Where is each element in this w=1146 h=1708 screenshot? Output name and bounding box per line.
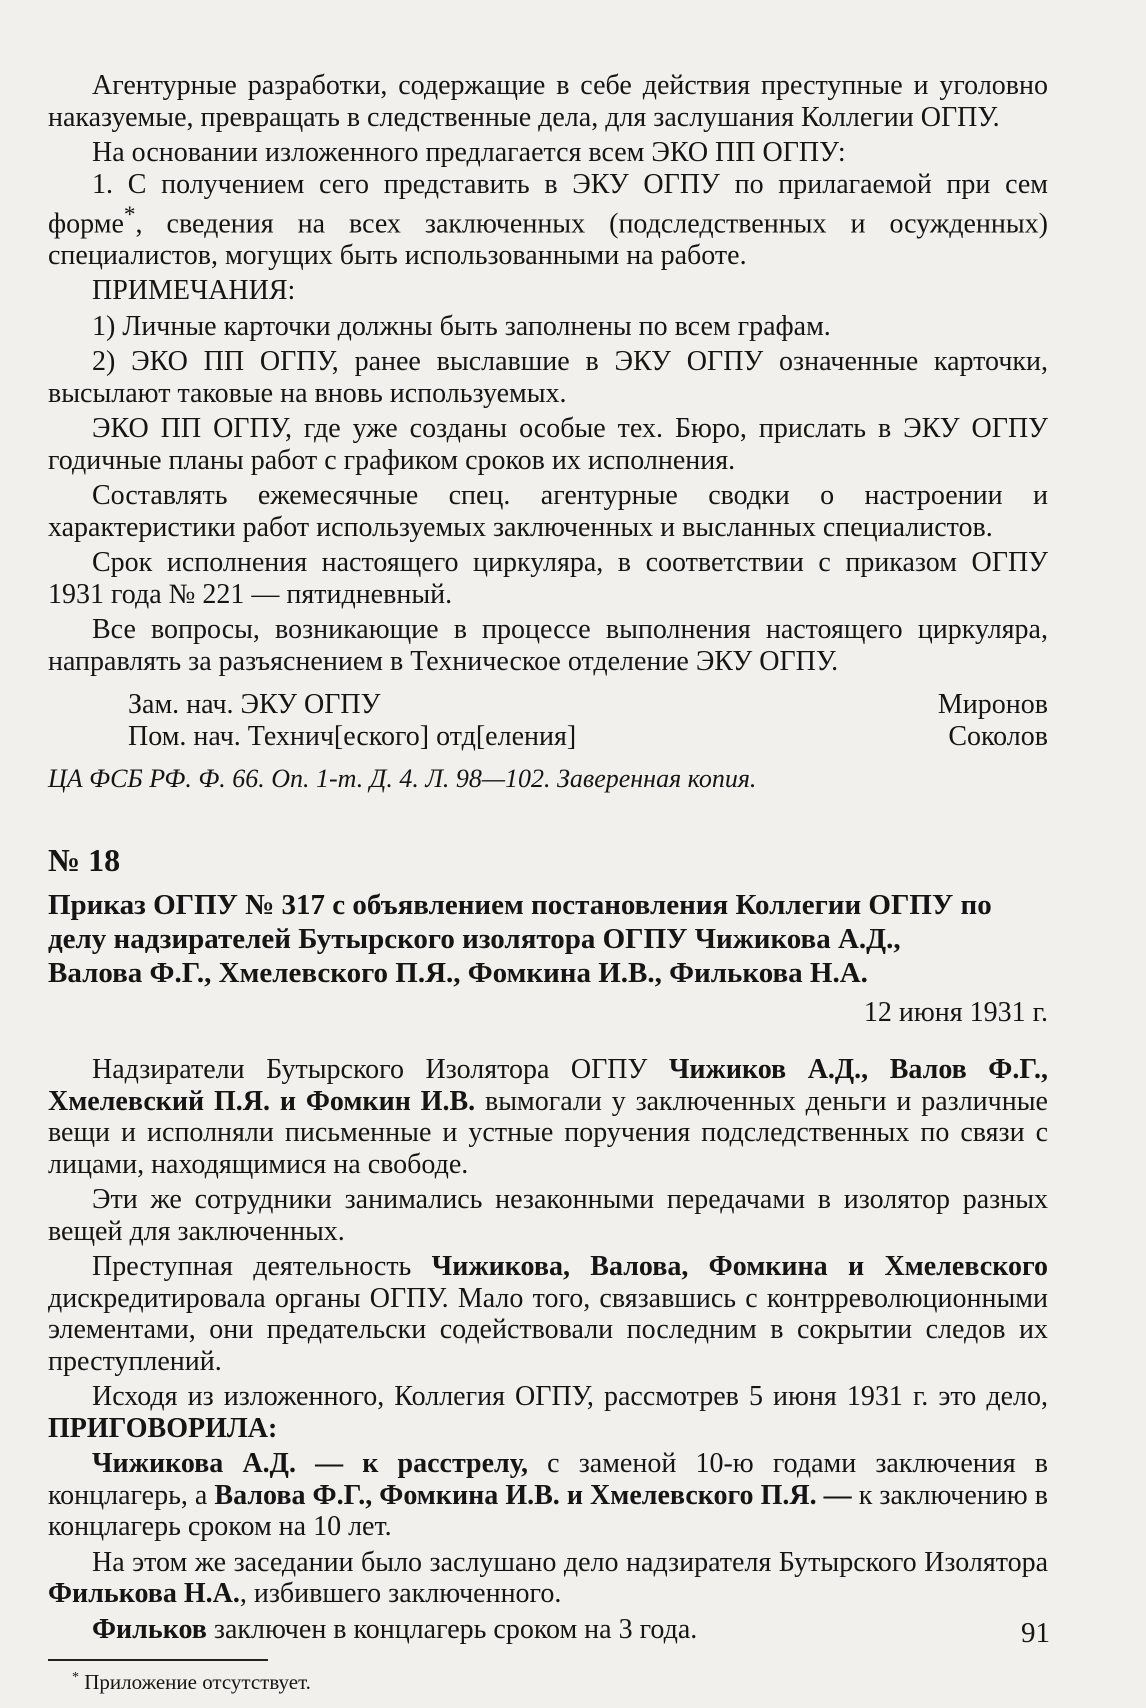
footnote: * Приложение отсутствует. [72,1670,311,1695]
paragraph-wardens: Надзиратели Бутырского Изолятора ОГПУ Чижиков А.Д., Валов Ф.Г., Хмелевский П.Я. и Фомкин И.В. вымогали у заключенных деньги и различные вещи и исполняли письменные и устные поручения подследственных по связи с лицами, находящимися на свободе. [48,1054,1048,1180]
page-content [48,70,1049,1695]
signature-line [48,721,1048,753]
footnote-mark: * [123,202,136,228]
paragraph-sentence: Чижикова А.Д. — к расстрелу, с заменой 10-ю годами заключения в концлагерь, а Валова Ф.Г., Фомкина И.В. и Хмелевского П.Я. — к заключению в концлагерь сроком на 10 лет. [48,1448,1049,1543]
notes-heading: ПРИМЕЧАНИЯ: [92,275,296,307]
signature-line [48,689,1048,721]
document-date: 12 июня 1931 г. [863,997,1048,1029]
paragraph-proposal: На основании изложенного предлагается всем ЭКО ПП ОГПУ: [92,137,846,168]
signature-block [48,689,1048,753]
footnote-divider [48,1659,268,1661]
signature-position: Пом. нач. Технич[еского] отд[еления] [128,721,577,753]
paragraph-questions: Все вопросы, возникающие в процессе выполнения настоящего циркуляра, направлять за разъяснением в Техническое отделение ЭКУ ОГПУ. [48,614,1048,677]
document-number: № 18 [48,842,121,879]
paragraph-agent-developments: Агентурные разработки, содержащие в себе действия преступные и уголовно наказуемые, превращать в следственные дела, для заслушания Коллегии ОГПУ. [48,70,1048,133]
document-body [48,1054,1048,1645]
note-2: 2) ЭКО ПП ОГПУ, ранее выславшие в ЭКУ ОГПУ означенные карточки, высылают таковые на вновь используемых. [48,346,1048,409]
note-1: 1) Личные карточки должны быть заполнены по всем графам. [92,310,831,342]
paragraph-illegal-transfers: Эти же сотрудники занимались незаконными передачами в изолятор разных вещей для заключенных. [48,1184,1048,1247]
paragraph-tech-bureau: ЭКО ПП ОГПУ, где уже созданы особые тех. Бюро, прислать в ЭКУ ОГПУ годичные планы работ с графиком сроков их исполнения. [48,413,1048,476]
paragraph-monthly-reports: Составлять ежемесячные спец. агентурные сводки о настроении и характеристики работ используемых заключенных и высланных специалистов. [48,480,1048,543]
paragraph-criminal-activity: Преступная деятельность Чижикова, Валова, Фомкина и Хмелевского дискредитировала органы ОГПУ. Мало того, связавшись с контрреволюционными элементами, они предательски содействовали последним в сокрытии следов их преступлений. [48,1251,1048,1377]
signature-position: Зам. нач. ЭКУ ОГПУ [128,689,381,721]
paragraph-filkov-case: На этом же заседании было заслушано дело надзирателя Бутырского Изолятора Филькова Н.А., избившего заключенного. [48,1546,1048,1610]
paragraph-collegium: Исходя из изложенного, Коллегия ОГПУ, рассмотрев 5 июня 1931 г. это дело, ПРИГОВОРИЛА: [48,1381,1048,1444]
archive-source: ЦА ФСБ РФ. Ф. 66. Оп. 1-т. Д. 4. Л. 98—102. Заверенная копия. [48,764,757,794]
signature-name: Соколов [948,721,1048,753]
paragraph-item-1: 1. С получением сего представить в ЭКУ ОГПУ по прилагаемой при сем форме*, сведения на всех заключенных (подследственных и осужденных) специалистов, могущих быть использованными на работе. [48,168,1048,271]
signature-name: Миронов [937,689,1048,721]
paragraph-deadline: Срок исполнения настоящего циркуляра, в соответствии с приказом ОГПУ 1931 года № 221 — пятидневный. [48,547,1048,610]
document-title: Приказ ОГПУ № 317 с объявлением постановления Коллегии ОГПУ по делу надзирателей Бутырского изолятора ОГПУ Чижикова А.Д., Валова Ф.Г., Хмелевского П.Я., Фомкина И.В., Филькова Н.А. [48,889,992,990]
page-number: 91 [1021,1617,1050,1649]
paragraph-filkov-sentence: Фильков заключен в концлагерь сроком на 3 года. [92,1613,698,1645]
